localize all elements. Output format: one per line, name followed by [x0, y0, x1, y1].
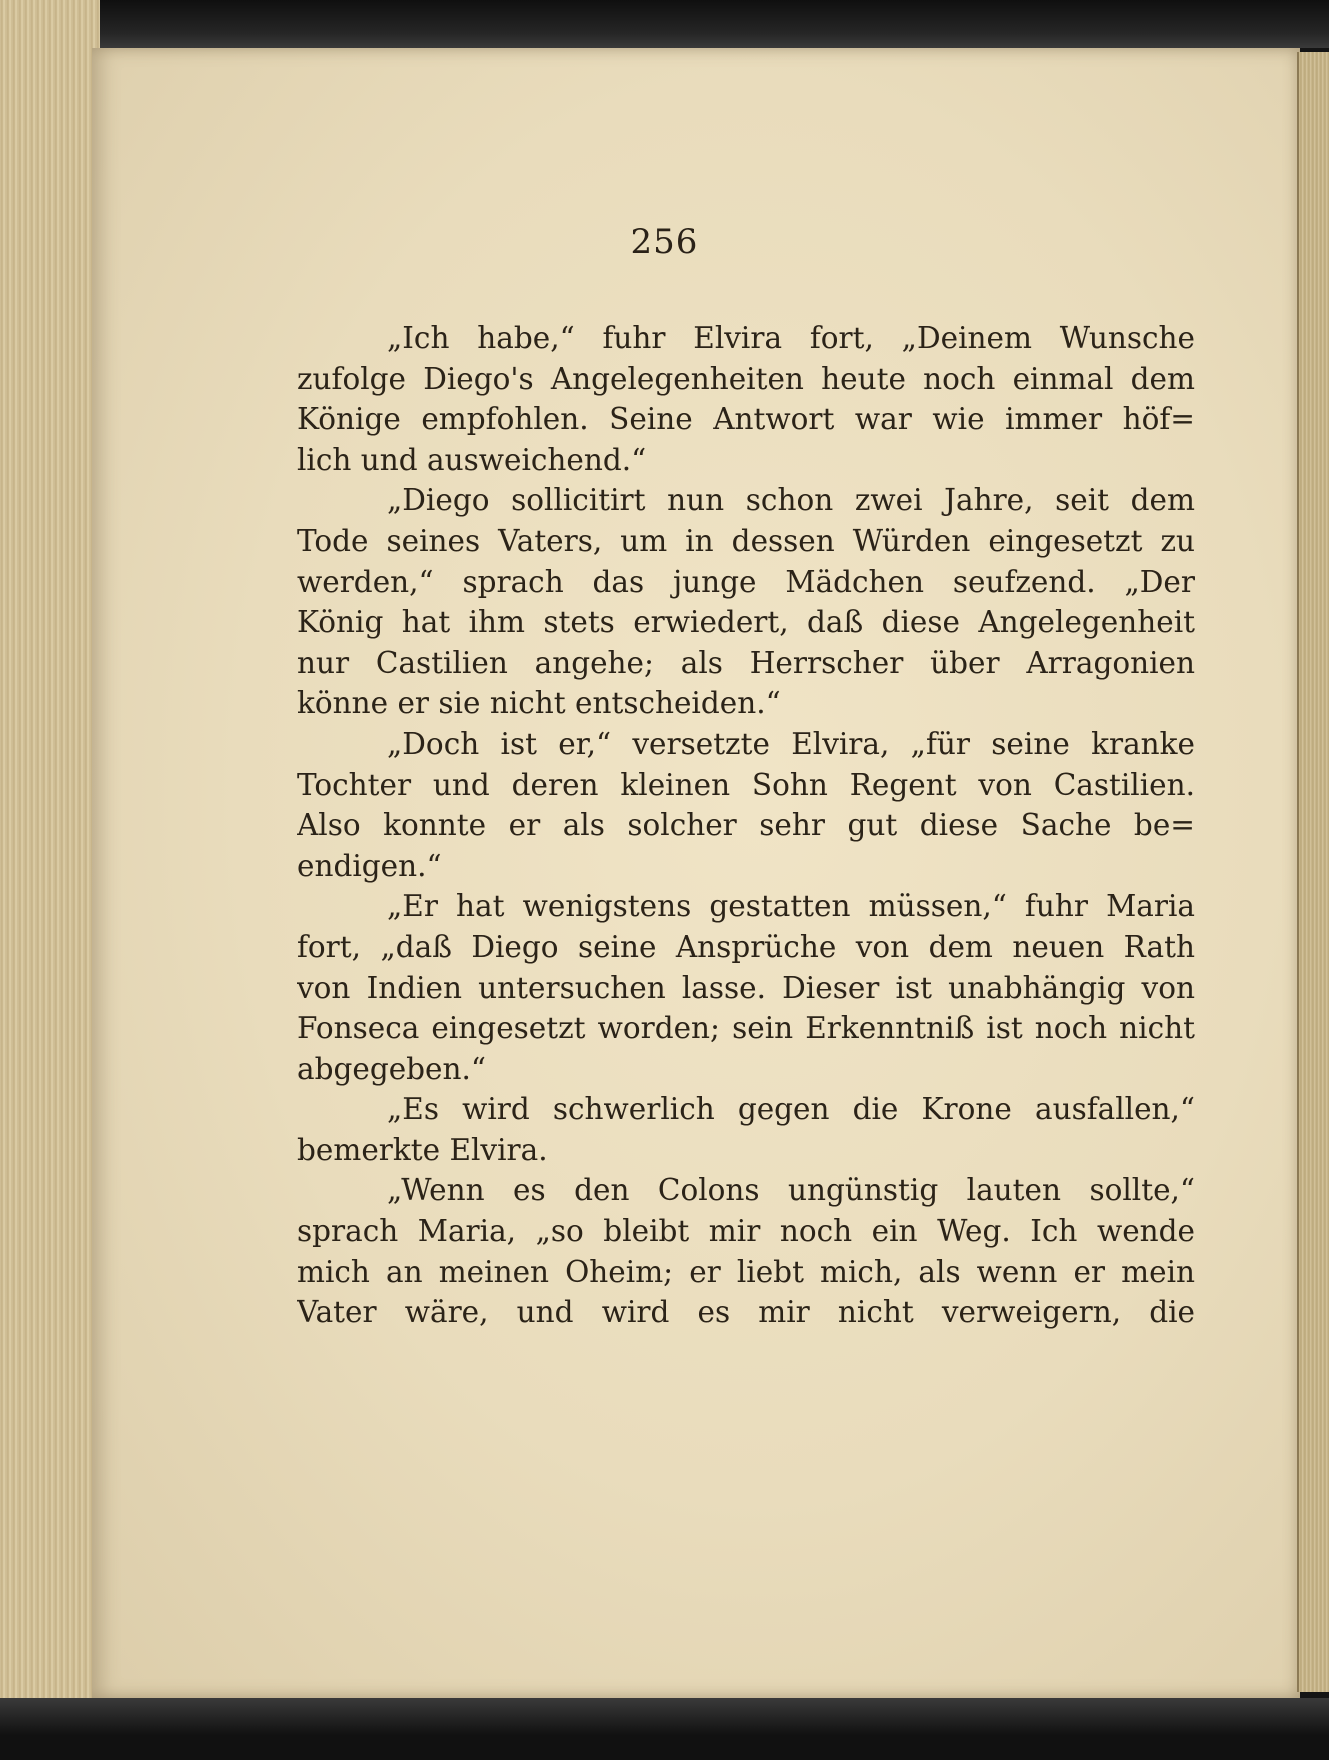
paragraph	[297, 1170, 1195, 1332]
right-page-edges	[1297, 52, 1329, 1692]
paragraph	[297, 724, 1195, 886]
top-background-strip	[0, 0, 1329, 48]
text-line: Fonseca eingesetzt worden; sein Erkenntniß ist noch nicht	[297, 1011, 1195, 1046]
text-line: bemerkte Elvira.	[297, 1132, 548, 1167]
text-line: „Es wird schwerlich gegen die Krone ausfallen,“	[387, 1092, 1195, 1127]
text-line: endigen.“	[297, 848, 442, 883]
text-line: „Wenn es den Colons ungünstig lauten sollte,“	[387, 1173, 1195, 1208]
paragraph	[297, 318, 1195, 480]
text-line: „Doch ist er,“ versetzte Elvira, „für seine kranke	[387, 726, 1195, 761]
text-line: mich an meinen Oheim; er liebt mich, als wenn er mein	[297, 1254, 1195, 1289]
text-line: sprach Maria, „so bleibt mir noch ein Weg. Ich wende	[297, 1214, 1195, 1249]
text-line: zufolge Diego's Angelegenheiten heute noch einmal dem	[297, 361, 1195, 396]
text-line: werden,“ sprach das junge Mädchen seufzend. „Der	[297, 564, 1195, 599]
paragraph	[297, 480, 1195, 724]
text-line: Könige empfohlen. Seine Antwort war wie immer höf=	[297, 402, 1195, 437]
text-line: nur Castilien angehe; als Herrscher über Arragonien	[297, 645, 1195, 680]
bottom-background-strip	[0, 1698, 1329, 1760]
paragraph	[297, 1089, 1195, 1170]
text-line: Tochter und deren kleinen Sohn Regent von Castilien.	[297, 767, 1195, 802]
text-line: Vater wäre, und wird es mir nicht verweigern, die	[297, 1295, 1195, 1330]
text-line: Also konnte er als solcher sehr gut diese Sache be=	[297, 808, 1195, 843]
text-line: „Diego sollicitirt nun schon zwei Jahre, seit dem	[387, 483, 1195, 518]
text-line: von Indien untersuchen lasse. Dieser ist unabhängig von	[297, 970, 1195, 1005]
text-line: „Ich habe,“ fuhr Elvira fort, „Deinem Wunsche	[387, 321, 1195, 355]
text-line: fort, „daß Diego seine Ansprüche von dem neuen Rath	[297, 929, 1195, 964]
text-line: lich und ausweichend.“	[297, 442, 647, 477]
left-page-edges	[0, 0, 100, 1760]
text-line: König hat ihm stets erwiedert, daß diese Angelegenheit	[297, 605, 1195, 640]
text-line: Tode seines Vaters, um in dessen Würden eingesetzt zu	[297, 523, 1195, 558]
text-line: abgegeben.“	[297, 1051, 486, 1086]
page-number: 256	[630, 222, 699, 262]
paragraph	[297, 886, 1195, 1089]
text-line: „Er hat wenigstens gestatten müssen,“ fuhr Maria	[387, 889, 1195, 924]
body-text	[297, 318, 1195, 1333]
text-line: könne er sie nicht entscheiden.“	[297, 686, 781, 721]
